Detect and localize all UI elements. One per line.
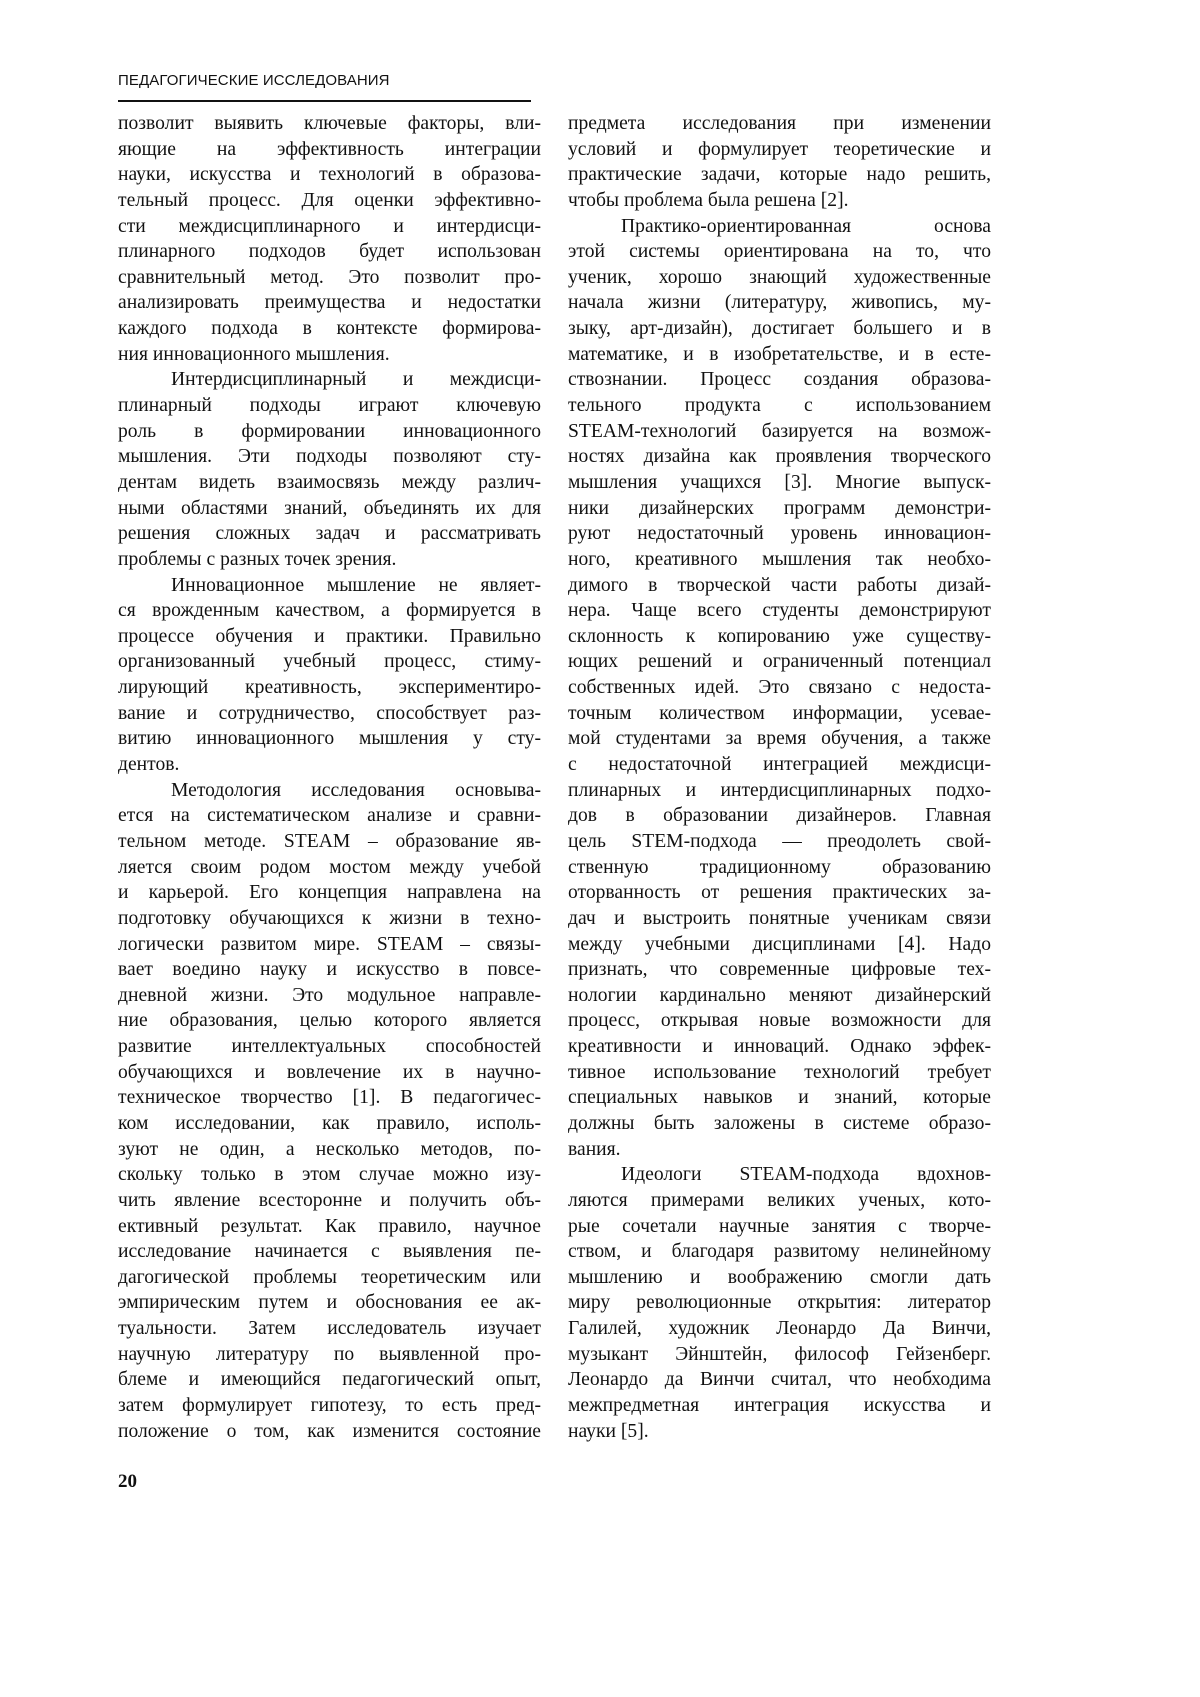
text-line: цель STEM-подхода — преодолеть свой-: [568, 829, 991, 855]
text-line: чить явление всесторонне и получить объ-: [118, 1188, 541, 1214]
text-line: Инновационное мышление не являет-: [118, 573, 541, 599]
paragraph: [568, 214, 991, 1163]
text-line: зыку, арт-дизайн), достигает большего и в: [568, 316, 991, 342]
paragraph: [118, 778, 541, 1445]
text-line: склонность к копированию уже существу-: [568, 624, 991, 650]
text-line: развитие интеллектуальных способностей: [118, 1034, 541, 1060]
text-line: дентов.: [118, 752, 541, 778]
text-line: Леонардо да Винчи считал, что необходима: [568, 1367, 991, 1393]
text-line: с недостаточной интеграцией междисци-: [568, 752, 991, 778]
text-line: Идеологи STEAM-подхода вдохнов-: [568, 1162, 991, 1188]
text-line: зуют не один, а несколько методов, по-: [118, 1137, 541, 1163]
text-line: логически развитом мире. STEAM – связы-: [118, 932, 541, 958]
text-line: ком исследовании, как правило, исполь-: [118, 1111, 541, 1137]
text-line: процессе обучения и практики. Правильно: [118, 624, 541, 650]
text-line: миру революционные открытия: литератор: [568, 1290, 991, 1316]
text-line: чтобы проблема была решена [2].: [568, 188, 991, 214]
text-line: затем формулирует гипотезу, то есть пред-: [118, 1393, 541, 1419]
text-line: вает воедино науку и искусство в повсе-: [118, 957, 541, 983]
text-line: специальных навыков и знаний, которые: [568, 1085, 991, 1111]
text-line: положение о том, как изменится состояние: [118, 1419, 541, 1445]
text-line: ляются примерами великих ученых, кото-: [568, 1188, 991, 1214]
text-line: ляется своим родом мостом между учебой: [118, 855, 541, 881]
text-line: рые сочетали научные занятия с творче-: [568, 1214, 991, 1240]
text-line: Галилей, художник Леонардо Да Винчи,: [568, 1316, 991, 1342]
text-line: витию инновационного мышления у сту-: [118, 726, 541, 752]
text-line: плинарных и интердисциплинарных подхо-: [568, 778, 991, 804]
text-line: мышления учащихся [3]. Многие выпуск-: [568, 470, 991, 496]
text-line: мышления. Эти подходы позволяют сту-: [118, 444, 541, 470]
text-line: вание и сотрудничество, способствует раз-: [118, 701, 541, 727]
paragraph: [568, 1162, 991, 1444]
text-line: лирующий креативность, экспериментиро-: [118, 675, 541, 701]
text-line: условий и формулирует теоретические и: [568, 137, 991, 163]
text-line: эмпирическим путем и обоснования ее ак-: [118, 1290, 541, 1316]
text-line: ученик, хорошо знающий художественные: [568, 265, 991, 291]
text-line: роль в формировании инновационного: [118, 419, 541, 445]
text-line: вания.: [568, 1137, 991, 1163]
text-line: ственную традиционному образованию: [568, 855, 991, 881]
text-line: каждого подхода в контексте формирова-: [118, 316, 541, 342]
paragraph: [118, 111, 541, 367]
text-line: ностях дизайна как проявления творческого: [568, 444, 991, 470]
header-rule: [118, 100, 531, 102]
paragraph: [568, 111, 991, 214]
text-line: Интердисциплинарный и междисци-: [118, 367, 541, 393]
text-line: ющих решений и ограниченный потенциал: [568, 649, 991, 675]
text-line: оторванность от решения практических за-: [568, 880, 991, 906]
text-line: STEAM-технологий базируется на возмож-: [568, 419, 991, 445]
text-line: скольку только в этом случае можно изу-: [118, 1162, 541, 1188]
text-line: сравнительный метод. Это позволит про-: [118, 265, 541, 291]
text-line: ется на систематическом анализе и сравни-: [118, 803, 541, 829]
text-line: обучающихся и вовлечение их в научно-: [118, 1060, 541, 1086]
text-line: тельный процесс. Для оценки эффективно-: [118, 188, 541, 214]
right-column: [568, 111, 991, 1444]
page-number: 20: [118, 1471, 137, 1493]
text-line: точным количеством информации, усевае-: [568, 701, 991, 727]
text-line: научную литературу по выявленной про-: [118, 1342, 541, 1368]
text-line: ством, и благодаря развитому нелинейному: [568, 1239, 991, 1265]
text-line: начала жизни (литературу, живопись, му-: [568, 290, 991, 316]
text-line: ния инновационного мышления.: [118, 342, 541, 368]
text-line: между учебными дисциплинами [4]. Надо: [568, 932, 991, 958]
text-line: димого в творческой части работы дизай-: [568, 573, 991, 599]
text-line: креативности и инноваций. Однако эффек-: [568, 1034, 991, 1060]
text-line: проблемы с разных точек зрения.: [118, 547, 541, 573]
text-line: дагогической проблемы теоретическим или: [118, 1265, 541, 1291]
text-line: собственных идей. Это связано с недоста-: [568, 675, 991, 701]
text-line: Методология исследования основыва-: [118, 778, 541, 804]
text-line: руют недостаточный уровень инновацион-: [568, 521, 991, 547]
text-line: ся врожденным качеством, а формируется в: [118, 598, 541, 624]
text-line: нера. Чаще всего студенты демонстрируют: [568, 598, 991, 624]
text-line: дов в образовании дизайнеров. Главная: [568, 803, 991, 829]
text-line: сти междисциплинарного и интердисци-: [118, 214, 541, 240]
text-line: мой студентами за время обучения, а также: [568, 726, 991, 752]
text-line: этой системы ориентирована на то, что: [568, 239, 991, 265]
paragraph: [118, 367, 541, 572]
text-line: музыкант Эйнштейн, философ Гейзенберг.: [568, 1342, 991, 1368]
text-line: дач и выстроить понятные ученикам связи: [568, 906, 991, 932]
text-line: мышлению и воображению смогли дать: [568, 1265, 991, 1291]
running-title: ПЕДАГОГИЧЕСКИЕ ИССЛЕДОВАНИЯ: [118, 72, 390, 89]
text-line: дневной жизни. Это модульное направле-: [118, 983, 541, 1009]
text-line: позволит выявить ключевые факторы, вли-: [118, 111, 541, 137]
text-line: практические задачи, которые надо решить,: [568, 162, 991, 188]
text-line: межпредметная интеграция искусства и: [568, 1393, 991, 1419]
text-line: должны быть заложены в системе образо-: [568, 1111, 991, 1137]
text-line: ными областями знаний, объединять их для: [118, 496, 541, 522]
text-line: дентам видеть взаимосвязь между различ-: [118, 470, 541, 496]
text-line: блеме и имеющийся педагогический опыт,: [118, 1367, 541, 1393]
text-line: плинарный подходы играют ключевую: [118, 393, 541, 419]
text-line: науки, искусства и технологий в образова-: [118, 162, 541, 188]
text-line: анализировать преимущества и недостатки: [118, 290, 541, 316]
text-line: туальности. Затем исследователь изучает: [118, 1316, 541, 1342]
text-line: признать, что современные цифровые тех-: [568, 957, 991, 983]
text-line: ние образования, целью которого является: [118, 1008, 541, 1034]
text-line: процесс, открывая новые возможности для: [568, 1008, 991, 1034]
text-line: решения сложных задач и рассматривать: [118, 521, 541, 547]
text-line: математике, и в изобретательстве, и в есте-: [568, 342, 991, 368]
text-line: ного, креативного мышления так необхо-: [568, 547, 991, 573]
text-line: исследование начинается с выявления пе-: [118, 1239, 541, 1265]
text-line: предмета исследования при изменении: [568, 111, 991, 137]
text-line: яющие на эффективность интеграции: [118, 137, 541, 163]
text-line: тельного продукта с использованием: [568, 393, 991, 419]
text-line: подготовку обучающихся к жизни в техно-: [118, 906, 541, 932]
paragraph: [118, 573, 541, 778]
text-line: Практико-ориентированная основа: [568, 214, 991, 240]
text-line: техническое творчество [1]. В педагогичес-: [118, 1085, 541, 1111]
text-line: тивное использование технологий требует: [568, 1060, 991, 1086]
text-line: нологии кардинально меняют дизайнерский: [568, 983, 991, 1009]
text-line: плинарного подходов будет использован: [118, 239, 541, 265]
left-column: [118, 111, 541, 1444]
text-line: ективный результат. Как правило, научное: [118, 1214, 541, 1240]
text-line: ствознании. Процесс создания образова-: [568, 367, 991, 393]
text-line: организованный учебный процесс, стиму-: [118, 649, 541, 675]
text-line: ники дизайнерских программ демонстри-: [568, 496, 991, 522]
text-line: и карьерой. Его концепция направлена на: [118, 880, 541, 906]
text-line: науки [5].: [568, 1419, 991, 1445]
text-line: тельном методе. STEAM – образование яв-: [118, 829, 541, 855]
